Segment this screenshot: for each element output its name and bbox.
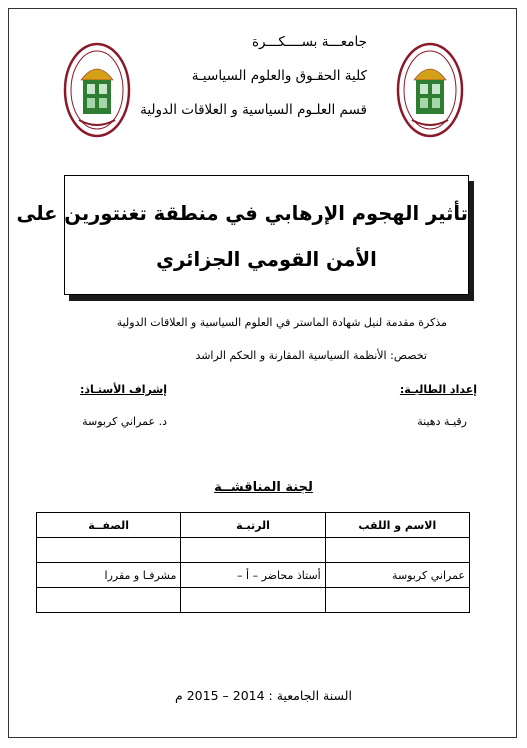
column-header-name: الاسم و اللقب <box>325 513 469 538</box>
table-cell <box>181 588 325 613</box>
table-header-row <box>37 513 470 538</box>
table-cell <box>181 538 325 563</box>
supervisor-label: إشراف الأستـاذ: <box>79 383 167 396</box>
thesis-title-box <box>16 175 469 295</box>
table-cell <box>37 538 181 563</box>
student-label: إعداد الطالبـة: <box>399 383 477 396</box>
department-name: قسم العلـوم السياسية و العلاقات الدولية <box>140 102 367 118</box>
column-header-rank: الرتبـة <box>181 513 325 538</box>
memo-description: مذكرة مقدمة لنيل شهادة الماستر في العلوم السياسية و العلاقات الدولية <box>116 316 447 329</box>
academic-year: السنة الجامعية : 2014 – 2015 م <box>175 688 352 703</box>
faculty-name: كلية الحقـوق والعلوم السياسيـة <box>191 68 367 84</box>
table-cell <box>325 538 469 563</box>
supervisor-name: د. عمراني كربوسة <box>82 415 167 428</box>
table-cell <box>325 588 469 613</box>
table-cell: عمراني كربوسة <box>325 563 469 588</box>
column-header-role: الصفــة <box>37 513 181 538</box>
thesis-title-line-2: الأمن القومي الجزائري <box>156 248 377 271</box>
table-cell <box>37 588 181 613</box>
committee-table <box>36 512 470 613</box>
table-row <box>37 588 470 613</box>
table-cell: أستاذ محاضر – أ – <box>181 563 325 588</box>
university-seal-icon <box>63 40 131 140</box>
university-name: جامعـــة بســــكـــرة <box>251 34 367 50</box>
table-cell: مشرفـا و مقررا <box>37 563 181 588</box>
memo-specialty: تخصص: الأنظمة السياسية المقارنة و الحكم الراشد <box>195 349 427 362</box>
table-row <box>37 538 470 563</box>
thesis-title-line-1: تأثير الهجوم الإرهابي في منطقة تغنتورين على <box>16 202 468 225</box>
student-name: رقيـة دهينة <box>417 415 467 428</box>
university-seal-icon <box>396 40 464 140</box>
committee-title: لجنة المناقشــة <box>214 480 313 495</box>
table-row <box>37 563 470 588</box>
